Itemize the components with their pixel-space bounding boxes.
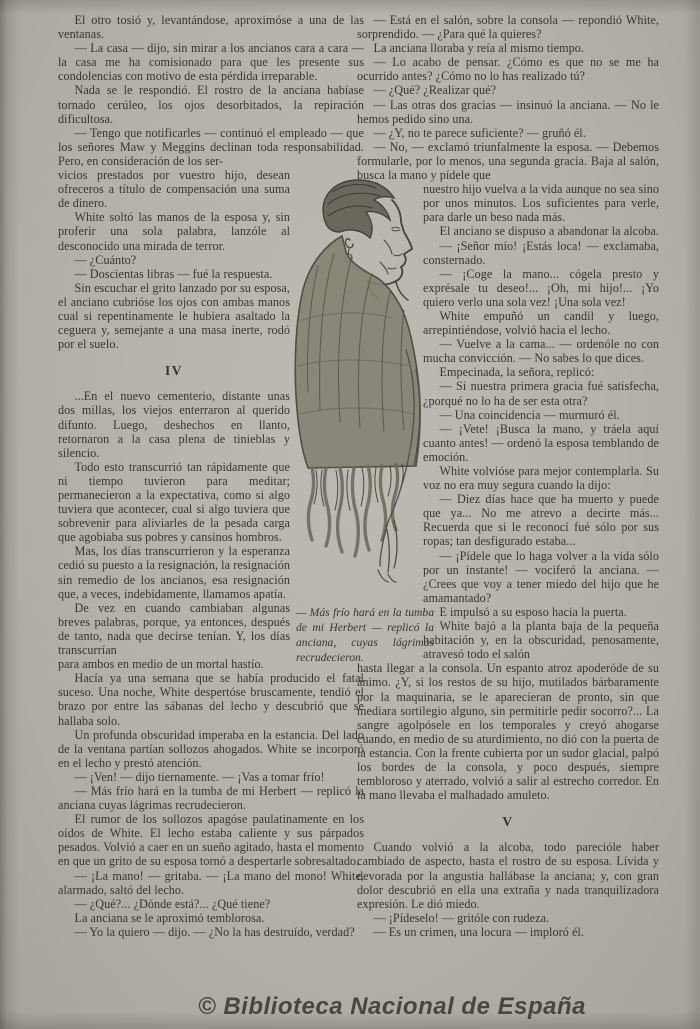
text-segment-full: [357, 661, 659, 939]
paragraph: — Tengo que notificarles — continuó el empleado — que los señores Maw y Meggins declinan toda responsabilidad. Pero, en consideración de los ser-: [58, 125, 364, 168]
paragraph: La anciana lloraba y reía al mismo tiempo.: [373, 41, 585, 56]
paragraph: — Es un crimen, una locura — imploró él.: [373, 924, 584, 939]
paragraph: — ¡La mano! — gritaba. — ¡La mano del mono! White, alarmado, saltó del lecho.: [58, 868, 364, 897]
paragraph: — ¿Qué?... ¿Dónde está?... ¿Qué tiene?: [74, 896, 271, 911]
text-segment-full: [58, 13, 364, 168]
paragraph: De vez en cuando cambiaban algunas breves palabras, porque, ya entonces, después de tanto, nada que decirse tenían. Y, los días transcurrían: [58, 600, 290, 658]
section-heading: IV: [164, 363, 183, 379]
paragraph: El otro tosió y, levantándose, aproximóse a una de las ventanas.: [58, 13, 364, 42]
paragraph: Un profunda obscuridad imperaba en la estancia. Del lado de la ventana partían sollozos ahogados. White se incorporó en el lecho y prestó atención.: [58, 727, 364, 770]
paragraph: La anciana se le aproximó temblorosa.: [74, 910, 265, 925]
paragraph: E impulsó a su esposo hacia la puerta.: [439, 604, 627, 619]
paragraph: White volvióse para mejor contemplarla. Su voz no era muy segura cuando la dijo:: [423, 464, 659, 493]
paragraph: — ¡Coge la mano... cógela presto y exprésale tu deseo!... ¡Oh, mi hijo!... ¡Yo quiero verlo una sola vez! ¡Una sola vez!: [423, 266, 659, 309]
paragraph: — La casa — dijo, sin mirar a los ancianos cara a cara — la casa me ha comisionado para que les presente sus condolencias con motivo de esta pérdida irreparable.: [58, 41, 364, 84]
paragraph: — Una coincidencia — murmuró él.: [439, 407, 620, 422]
paragraph: hasta llegar a la consola. Un espanto atroz apoderóde de su ánimo. ¿Y, si los restos de su hijo, mutilados bárbaramente por la maquinaria, se le aparecieran de pronto, sin que mediara sortilegio alguno, sin permitirle pedir socorro?... La sangre agolpósele en los temporales y creyó ahogarse cuando, en medio de su aturdimiento, no dió con la puerta de la estancia. Con la frente cubierta por un sudor glacial, palpó los bordes de la consola, y poco después, siempre tembloroso y aterrado, volvió a salir al estrecho corredor. En la mano llevaba el malhadado amuleto.: [357, 661, 659, 803]
text-segment-narrow: [423, 182, 659, 661]
text-segment-full: [58, 657, 364, 939]
paragraph: — Doscientas libras — fué la respuesta.: [74, 266, 273, 281]
old-woman-profile-sketch-icon: [288, 170, 438, 602]
paragraph: — ¡Vete! ¡Busca la mano, y tráela aquí cuanto antes! — ordenó la esposa temblando de emoción.: [423, 421, 659, 464]
paragraph: — Vuelve a la cama... — ordenóle no con mucha convicción. — No sabes lo que dices.: [423, 337, 659, 366]
section-heading: V: [502, 814, 514, 830]
paragraph: White soltó las manos de la esposa y, sin proferir una sola palabra, lanzóle al desconocido una mirada de terror.: [58, 210, 290, 253]
old-woman-illustration: [288, 170, 438, 602]
paragraph: El rumor de los sollozos apagóse paulatinamente en los oídos de White. El lecho estaba caliente y sus párpados pesados. Volvió a caer en un sueño agitado, hasta el momento en que un grito de su esposa tornó a despertarle sobresaltado.: [58, 812, 364, 869]
paragraph: White bajó a la planta baja de la pequeña habitación y, en la obscuridad, penosamente, atravesó todo el salón: [423, 619, 659, 662]
paragraph: ...En el nuevo cementerio, distante unas dos millas, los viejos enterraron al querido difunto. Luego, deshechos en llanto, retornaron a la casa plena de tinieblas y silencio.: [58, 389, 290, 460]
paragraph: para ambos en medio de un mortal hastío.: [58, 657, 264, 672]
paragraph: Hacía ya una semana que se había producido el fatal suceso. Una noche, White despertóse bruscamente, tendió el brazo por entre las sábanas del lecho y descubrió que se hallaba solo.: [58, 671, 364, 728]
paragraph: Mas, los días transcurrieron y la esperanza cedió su puesto a la resignación, la resignación sin remedio de los ancianos, esa resignación que, a veces, indebidamente, llamamos apatía.: [58, 544, 290, 601]
paragraph: — Está en el salón, sobre la consola — repondió White, sorprendido. — ¿Para qué la quieres?: [357, 13, 659, 42]
paragraph: — No, — exclamó triunfalmente la esposa. — Debemos formularle, por lo menos, una segunda gracia. Baja al salón, busca la mano y pídele que: [357, 139, 659, 183]
paragraph: — ¿Qué? ¿Realizar qué?: [373, 83, 497, 98]
text-segment-narrow: [58, 168, 290, 657]
paragraph: Nada se le respondió. El rostro de la anciana habíase tornado cerúleo, los ojos desorbitados, la repiración dificultosa.: [58, 83, 364, 126]
paragraph: — Diez días hace que ha muerto y puede que ya... No me atrevo a decirte más... Recuerda que si le reconocí fué sólo por sus ropas; tan desfigurado estaba...: [423, 492, 659, 549]
watermark-biblioteca-nacional: © Biblioteca Nacional de España: [198, 993, 586, 1020]
paragraph: — Yo la quiero — dijo. — ¿No la has destruído, verdad?: [74, 924, 355, 939]
paragraph: Todo esto transcurrió tan rápidamente que ni tiempo tuvieron para meditar; permanecieron a la expectativa, como si algo tuviera que acontecer, cual si algo tuviera que sobrevenir para aliviarles de la pesada carga que agobiaba sus pobres y cansinos hombros.: [58, 459, 290, 545]
paragraph: — ¡Pídele que lo haga volver a la vida sólo por un instante! — vociferó la anciana. — ¿Crees que voy a tener miedo del hijo que he amamantado?: [423, 548, 659, 605]
text-segment-full: [357, 13, 659, 182]
paragraph: — ¿Cuánto?: [74, 252, 137, 267]
paragraph: — Las otras dos gracias — insinuó la anciana. — No le hemos pedido sino una.: [357, 97, 659, 126]
paragraph: — ¿Y, no te parece suficiente? — gruñó él.: [373, 125, 586, 140]
paragraph: — Si nuestra primera gracia fué satisfecha, ¿porqué no lo ha de ser esta otra?: [423, 379, 659, 408]
paragraph: vicios prestados por vuestro hijo, desean ofreceros a título de compensación una suma de dinero.: [58, 168, 290, 211]
paragraph: Empecinada, la señora, replicó:: [439, 365, 595, 380]
paragraph: — Más frío hará en la tumba de mi Herbert — replicó la anciana cuyas lágrimas recrudecieron.: [58, 783, 364, 813]
paragraph: El anciano se dispuso a abandonar la alcoba.: [439, 224, 659, 239]
paragraph: White empuñó un candil y luego, arrepintiéndose, volvió hacia el lecho.: [423, 308, 659, 338]
paragraph: — ¡Pídeselo! — gritóle con rudeza.: [373, 910, 550, 925]
paragraph: Cuando volvió a la alcoba, todo parecióle haber cambiado de aspecto, hasta el rostro de su esposa. Lívida y devorada por la angustia hallábase la anciana; y, con gran dolor descubrió en ella una extraña y nada tranquilizadora expresión. Le dió miedo.: [357, 840, 659, 911]
illustration-caption: — Más frío hará en la tumba de mi Herbert — replicó la anciana, cuyas lágrimas recrudecieron.: [296, 606, 434, 664]
paragraph: Sin escuchar el grito lanzado por su esposa, el anciano cubrióse los ojos con ambas manos cual si repentinamente le hubiera asaltado la ceguera y, semejante a una masa inerte, rodó por el suelo.: [58, 280, 290, 352]
paragraph: — ¡Ven! — dijo tiernamente. — ¡Vas a tomar frío!: [74, 769, 325, 784]
paragraph: — ¡Señor mío! ¡Estás loca! — exclamaba, consternado.: [423, 238, 659, 267]
paragraph: nuestro hijo vuelva a la vida aunque no sea sino por unos minutos. Los suficientes para verle, para darle un beso nada más.: [423, 182, 659, 225]
paragraph: — Lo acabo de pensar. ¿Cómo es que no se me ha ocurrido antes? ¿Cómo no lo has realizado tú?: [357, 55, 659, 84]
